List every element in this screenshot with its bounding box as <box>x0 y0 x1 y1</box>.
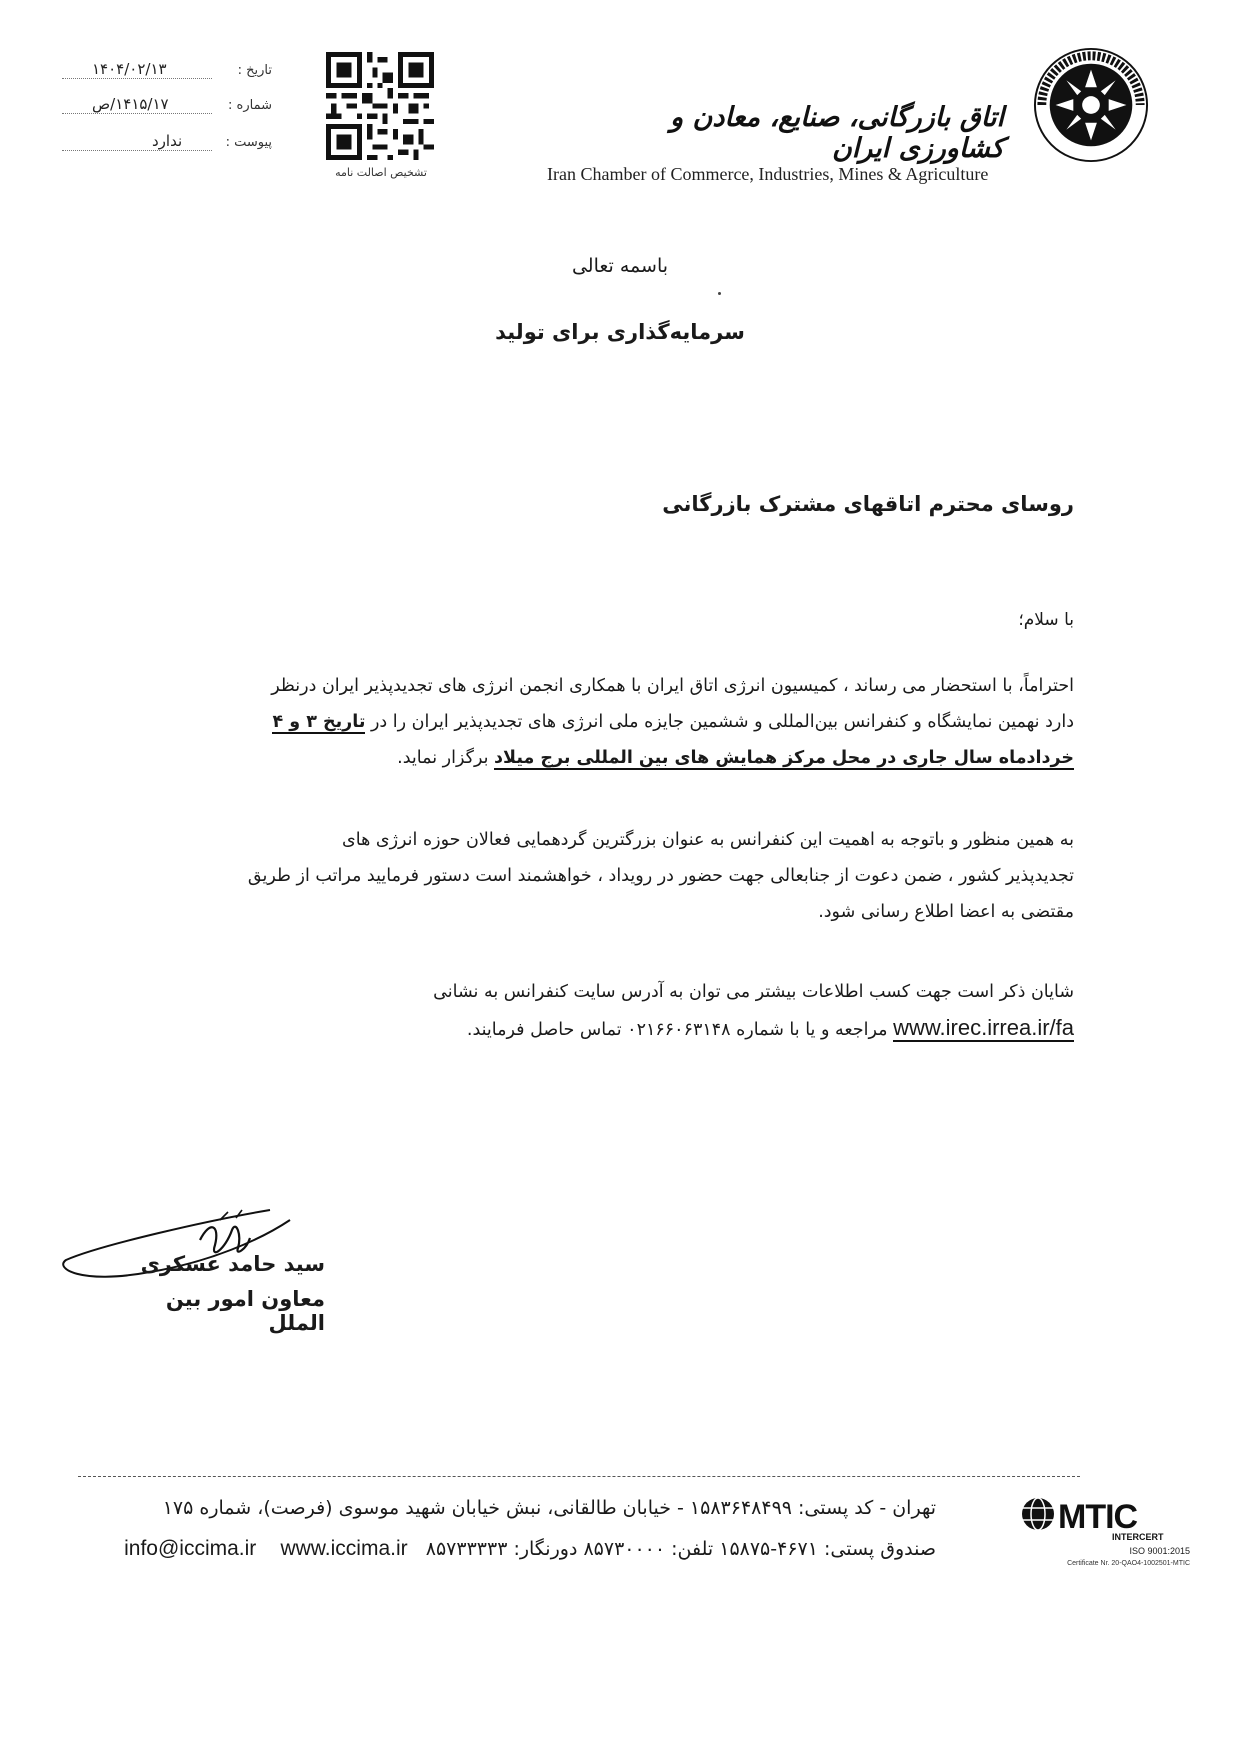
footer-website-link[interactable]: www.iccima.ir <box>280 1537 408 1560</box>
text-segment: برگزار نماید. <box>397 748 495 768</box>
cert-sub: INTERCERT <box>1112 1532 1164 1542</box>
paragraph-line: شایان ذکر است جهت کسب اطلاعات بیشتر می توان به آدرس سایت کنفرانس به نشانی <box>433 982 1074 1002</box>
text-segment: دارد نهمین نمایشگاه و کنفرانس بین‌المللی و ششمین جایزه ملی انرژی های تجدیدپذیر ایران را در <box>365 712 1074 732</box>
footer-address: تهران - کد پستی: ۱۵۸۳۶۴۸۴۹۹ - خیابان طالقانی، نبش خیابان شهید موسوی (فرصت)، شماره ۱۷۵ <box>162 1497 936 1519</box>
footer-contact <box>76 1537 936 1561</box>
signer-name: سید حامد عسکری <box>140 1252 325 1276</box>
paragraph-line: تجدیدپذیر کشور ، ضمن دعوت از جنابعالی جهت حضور در رویداد ، خواهشمند است دستور فرمایید مراتب از طریق <box>247 866 1074 886</box>
paragraph-line <box>174 1010 1074 1048</box>
qr-caption: تشخیص اصالت نامه <box>335 166 427 179</box>
number-label: شماره : <box>228 98 272 113</box>
letter-attachment-field <box>62 132 272 158</box>
handwritten-signature <box>60 1190 360 1300</box>
cert-number: Certificate Nr. 20-QAO4-1002501-MTIC <box>1067 1560 1190 1567</box>
greeting: با سلام؛ <box>1018 610 1074 630</box>
paragraph-line: به همین منظور و باتوجه به اهمیت این کنفرانس به عنوان بزرگترین گردهمایی فعالان حوزه انرژی های <box>342 830 1074 850</box>
mtic-certification-logo <box>1010 1490 1200 1570</box>
event-venue-highlight: خردادماه سال جاری در محل مرکز همایش های بین المللی برج میلاد <box>494 748 1074 768</box>
qr-code[interactable] <box>326 52 434 160</box>
footer-divider <box>78 1476 1080 1477</box>
chamber-name-english: Iran Chamber of Commerce, Industries, Mines & Agriculture <box>547 164 989 184</box>
year-slogan: سرمایه‌گذاری برای تولید <box>495 320 745 344</box>
signer-title: معاون امور بین الملل <box>165 1287 325 1335</box>
opening-invocation: باسمه تعالی <box>571 255 669 277</box>
chamber-emblem-logo <box>1032 46 1150 164</box>
cert-iso: ISO 9001:2015 <box>1129 1546 1190 1556</box>
date-value: ۱۴۰۴/۰۲/۱۳ <box>62 60 212 79</box>
number-value: ۱۴۱۵/۱۷/ص <box>62 95 212 114</box>
paragraph-contact <box>174 974 1074 1048</box>
cert-brand: MTIC <box>1058 1498 1138 1536</box>
footer-pobox-phone-fax: صندوق پستی: ۴۶۷۱-۱۵۸۷۵ تلفن: ۸۵۷۳۰۰۰۰ دورنگار: ۸۵۷۳۳۳۳۳ <box>425 1538 936 1560</box>
ink-dot <box>718 292 721 295</box>
text-segment: مراجعه و یا با شماره ۰۲۱۶۶۰۶۳۱۴۸ تماس حاصل فرمایند. <box>466 1020 894 1040</box>
addressee: روسای محترم اتاقهای مشترک بازرگانی <box>662 492 1074 516</box>
attachment-value: ندارد <box>62 132 212 151</box>
paragraph-invitation <box>174 668 1074 776</box>
paragraph-line: احتراماً، با استحضار می رساند ، کمیسیون انرژی اتاق ایران با همکاری انجمن انرژی های تجدیدپذیر ایران درنظر <box>271 676 1074 696</box>
paragraph-line <box>174 740 1074 776</box>
attachment-label: پیوست : <box>225 135 272 150</box>
date-label: تاریخ : <box>237 63 272 78</box>
conference-website-link[interactable]: www.irec.irrea.ir/fa <box>893 1015 1074 1040</box>
chamber-name-persian: اتاق بازرگانی، صنایع، معادن و کشاورزی ایران <box>670 102 1004 164</box>
paragraph-line: مقتضی به اعضا اطلاع رسانی شود. <box>818 902 1074 922</box>
paragraph-request <box>174 822 1074 930</box>
letter-date-field <box>62 60 272 86</box>
paragraph-line <box>174 704 1074 740</box>
footer-email-link[interactable]: info@iccima.ir <box>124 1537 257 1560</box>
event-date-highlight: تاریخ ۳ و ۴ <box>272 712 366 732</box>
letter-number-field <box>62 95 272 121</box>
